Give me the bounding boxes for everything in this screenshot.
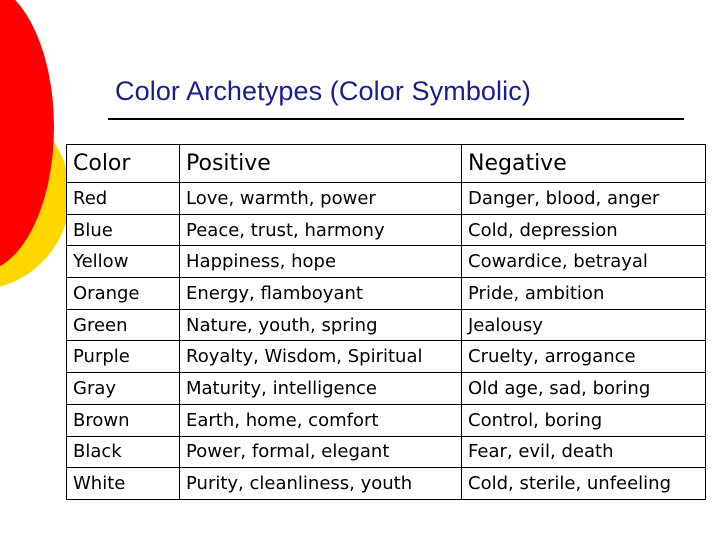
cell-color: Orange — [67, 278, 180, 310]
table-row — [67, 341, 706, 373]
cell-positive: Happiness, hope — [180, 246, 462, 278]
cell-positive: Earth, home, comfort — [180, 404, 462, 436]
table-row — [67, 214, 706, 246]
cell-negative: Old age, sad, boring — [462, 373, 706, 405]
cell-negative: Pride, ambition — [462, 278, 706, 310]
table-header-row — [67, 145, 706, 183]
cell-color: Purple — [67, 341, 180, 373]
cell-positive: Maturity, intelligence — [180, 373, 462, 405]
cell-positive: Love, warmth, power — [180, 183, 462, 215]
cell-negative: Cold, depression — [462, 214, 706, 246]
cell-color: Blue — [67, 214, 180, 246]
cell-negative: Danger, blood, anger — [462, 183, 706, 215]
cell-positive: Royalty, Wisdom, Spiritual — [180, 341, 462, 373]
cell-negative: Control, boring — [462, 404, 706, 436]
cell-positive: Purity, cleanliness, youth — [180, 468, 462, 500]
header-positive: Positive — [180, 145, 462, 183]
table-row — [67, 278, 706, 310]
table-row — [67, 183, 706, 215]
cell-color: White — [67, 468, 180, 500]
cell-color: Gray — [67, 373, 180, 405]
table-row — [67, 246, 706, 278]
table-row — [67, 309, 706, 341]
header-color: Color — [67, 145, 180, 183]
cell-positive: Nature, youth, spring — [180, 309, 462, 341]
slide-title: Color Archetypes (Color Symbolic) — [115, 76, 531, 106]
title-underline — [108, 118, 684, 120]
cell-color: Red — [67, 183, 180, 215]
header-negative: Negative — [462, 145, 706, 183]
table-row — [67, 436, 706, 468]
color-archetypes-table — [66, 144, 706, 500]
table-row — [67, 404, 706, 436]
cell-negative: Cruelty, arrogance — [462, 341, 706, 373]
cell-negative: Cold, sterile, unfeeling — [462, 468, 706, 500]
cell-color: Black — [67, 436, 180, 468]
cell-negative: Jealousy — [462, 309, 706, 341]
cell-negative: Cowardice, betrayal — [462, 246, 706, 278]
table-row — [67, 468, 706, 500]
cell-positive: Energy, flamboyant — [180, 278, 462, 310]
cell-positive: Peace, trust, harmony — [180, 214, 462, 246]
cell-color: Yellow — [67, 246, 180, 278]
cell-color: Brown — [67, 404, 180, 436]
cell-color: Green — [67, 309, 180, 341]
table-row — [67, 373, 706, 405]
cell-negative: Fear, evil, death — [462, 436, 706, 468]
cell-positive: Power, formal, elegant — [180, 436, 462, 468]
